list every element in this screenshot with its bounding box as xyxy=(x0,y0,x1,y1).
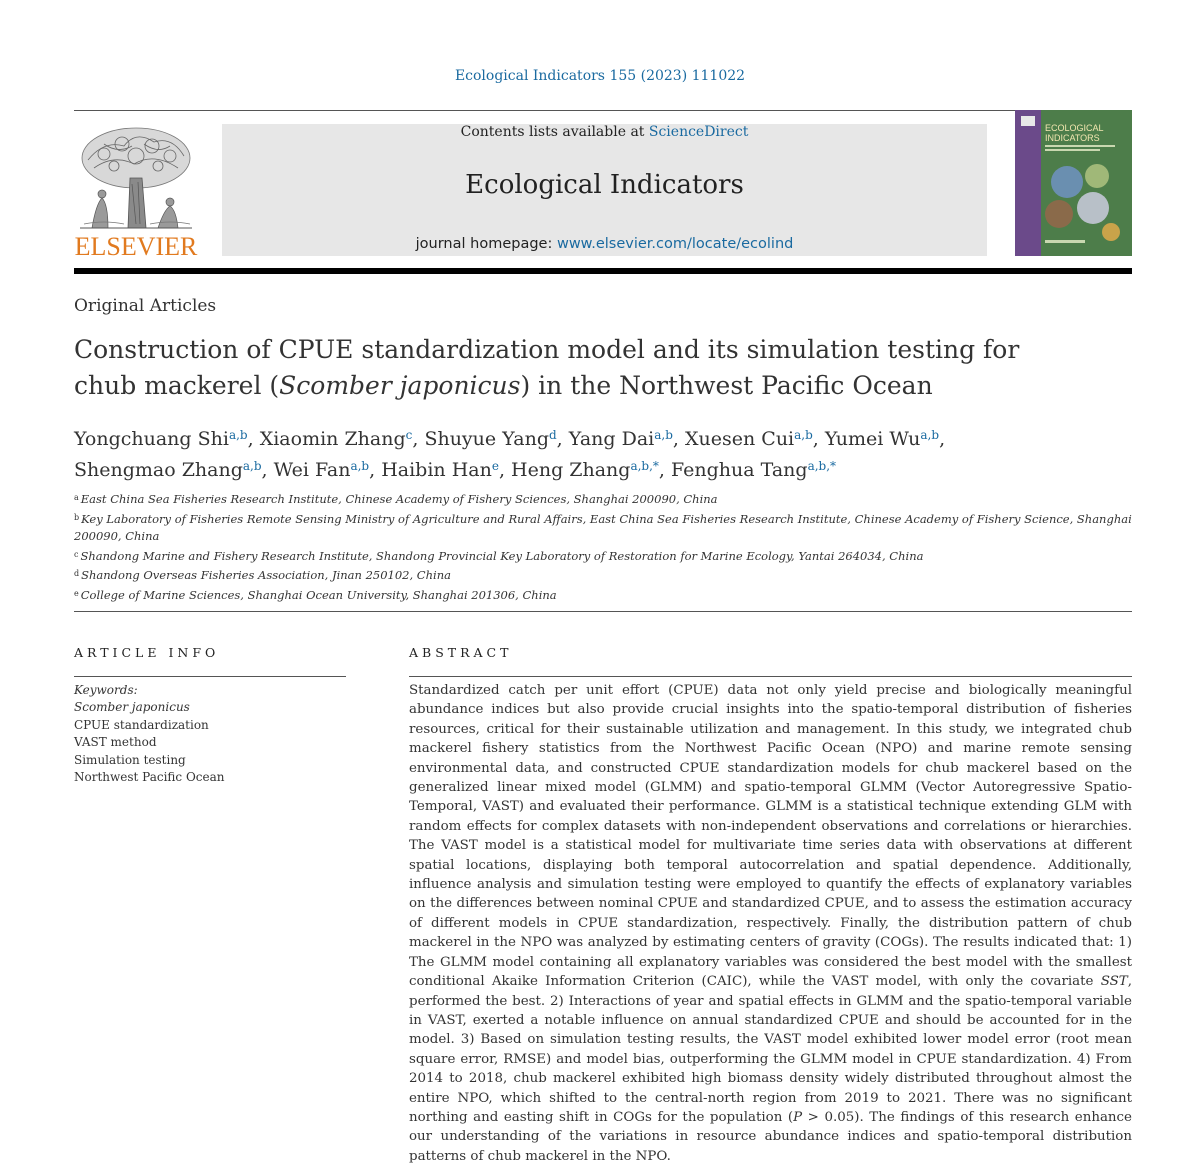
sciencedirect-link[interactable]: ScienceDirect xyxy=(648,124,749,140)
author[interactable]: Fenghua Tang$^{a,b,*}$ xyxy=(671,459,837,481)
homepage-prefix: journal homepage: xyxy=(415,236,557,252)
elsevier-logo xyxy=(74,124,198,262)
journal-cover xyxy=(1015,110,1132,256)
top-divider xyxy=(74,110,1132,111)
journal-reference[interactable]: Ecological Indicators 155 (2023) 111022 xyxy=(454,68,746,84)
author[interactable]: Yongchuang Shi$^{a,b}$ xyxy=(74,428,248,450)
affiliations xyxy=(74,489,1134,605)
article-info-rule xyxy=(74,676,346,677)
affiliation-item: $^c$ Shandong Marine and Fishery Research Institute, Shandong Provincial Key Laboratory of Restoration for Marine Ecology, Yantai 264034, China xyxy=(74,548,924,563)
author[interactable]: Yang Dai$^{a,b}$ xyxy=(568,428,673,450)
keywords-label: Keywords: xyxy=(74,683,138,697)
article-info-heading: ARTICLE INFO xyxy=(74,645,220,660)
elsevier-wordmark: ELSEVIER xyxy=(74,232,198,261)
affiliation-item: $^e$ College of Marine Sciences, Shanghai Ocean University, Shanghai 201306, China xyxy=(74,587,557,602)
header-divider xyxy=(74,268,1132,274)
title-species: Scomber japonicus xyxy=(279,371,521,400)
abstract-rule xyxy=(409,676,1132,677)
abstract-heading: ABSTRACT xyxy=(409,645,513,660)
affiliation-item: $^b$ Key Laboratory of Fisheries Remote Sensing Ministry of Agriculture and Rural Affairs, East China Sea Fisheries Research Institute, Chinese Academy of Fishery Science, Shanghai 200090, China xyxy=(74,511,1132,544)
cover-title-1: ECOLOGICAL xyxy=(1045,123,1104,133)
title-part-1: Construction of CPUE standardization model and its simulation testing for chub mackerel ( xyxy=(74,335,1020,400)
keyword[interactable]: Simulation testing xyxy=(74,752,186,767)
journal-title: Ecological Indicators xyxy=(465,170,744,200)
affiliation-item: $^d$ Shandong Overseas Fisheries Association, Jinan 250102, China xyxy=(74,568,451,583)
author[interactable]: Xuesen Cui$^{a,b}$ xyxy=(685,428,813,450)
affiliation-item: $^a$ East China Sea Fisheries Research Institute, Chinese Academy of Fishery Sciences, Shanghai 200090, China xyxy=(74,492,718,506)
title-part-2: ) in the Northwest Pacific Ocean xyxy=(520,371,933,400)
author[interactable]: Haibin Han$^e$ xyxy=(381,459,499,481)
keyword[interactable]: CPUE standardization xyxy=(74,717,209,732)
keyword[interactable]: Northwest Pacific Ocean xyxy=(74,770,225,785)
abstract-text: Standardized catch per unit effort (CPUE) data not only yield precise and biologically meaningful abundance indices but also provide crucial insights into the spatio-temporal distribution of fisheries resources, critical for their sustainable utilization and management. In this study, we integrated chub mackerel fishery statistics from the Northwest Pacific Ocean (NPO) and marine remote sensing environmental data, and constructed CPUE standardization models for chub mackerel based on the generalized linear mixed model (GLMM) and spatio-temporal GLMM (Vector Autoregressive Spatio-Temporal, VAST) and evaluated their performance. GLMM is a statistical technique extending GLM with random effects for complex datasets with non-independent observations and correlations or hierarchies. The VAST model is a statistical model for multivariate time series data with observations at different spatial locations, displaying both temporal autocorrelation and spatial dependence. Additionally, influence analysis and simulation testing were employed to quantify the effects of explanatory variables on the differences between nominal CPUE and standardized CPUE, and to assess the estimation accuracy of different models in CPUE standardization, respectively. Finally, the distribution pattern of chub mackerel in the NPO was analyzed by estimating centers of gravity (COGs). The results indicated that: 1) The GLMM model containing all explanatory variables was considered the best model with the smallest conditional Akaike Information Criterion (CAIC), while the VAST model, with only the covariate SST, performed the best. 2) Interactions of year and spatial effects in GLMM and the spatio-temporal variable in VAST, exerted a notable influence on annual standardized CPUE and should be accounted for in the model. 3) Based on simulation testing results, the VAST model exhibited lower model error (root mean square error, RMSE) and model bias, outperforming the GLMM model in CPUE standardization. 4) From 2014 to 2018, chub mackerel exhibited high biomass density widely distributed throughout almost the entire NPO, which shifted to the central-north region from 2019 to 2021. There was no significant northing and easting shift in COGs for the population (P > 0.05). The findings of this research enhance our understanding of the variations in resource abundance indices and spatio-temporal distribution patterns of chub mackerel in the NPO. xyxy=(409,683,1132,1164)
section-type: Original Articles xyxy=(74,296,217,316)
journal-homepage-link[interactable]: www.elsevier.com/locate/ecolind xyxy=(556,236,794,252)
affiliations-divider xyxy=(74,611,1132,612)
journal-header xyxy=(222,124,987,256)
keyword[interactable]: Scomber japonicus xyxy=(74,700,190,715)
homepage-line xyxy=(222,236,987,252)
author-list: Yongchuang Shi$^{a,b}$, Xiaomin Zhang$^c$, Shuyue Yang$^d$, Yang Dai$^{a,b}$, Xuesen Cui$^{a,b}$, Yumei Wu$^{a,b}$, Shengmao Zhang$^{a,b}$, Wei Fan$^{a,b}$, Haibin Han$^e$, Heng Zhang$^{a,b,*}$, Fenghua Tang$^{a,b,*}$ xyxy=(74,428,946,481)
author[interactable]: Heng Zhang$^{a,b,*}$ xyxy=(511,459,659,481)
author[interactable]: Wei Fan$^{a,b}$ xyxy=(273,459,370,481)
tree-icon xyxy=(74,124,198,232)
author[interactable]: Shuyue Yang$^d$ xyxy=(424,428,557,450)
article-title xyxy=(74,332,1054,404)
author[interactable]: Shengmao Zhang$^{a,b}$ xyxy=(74,459,262,481)
contents-prefix: Contents lists available at xyxy=(460,124,649,140)
author[interactable]: Xiaomin Zhang$^c$ xyxy=(259,428,413,450)
keywords-block xyxy=(74,682,346,786)
cover-title-2: INDICATORS xyxy=(1045,133,1100,143)
keyword[interactable]: VAST method xyxy=(74,735,157,750)
author[interactable]: Yumei Wu$^{a,b}$ xyxy=(824,428,940,450)
contents-line xyxy=(222,124,987,140)
